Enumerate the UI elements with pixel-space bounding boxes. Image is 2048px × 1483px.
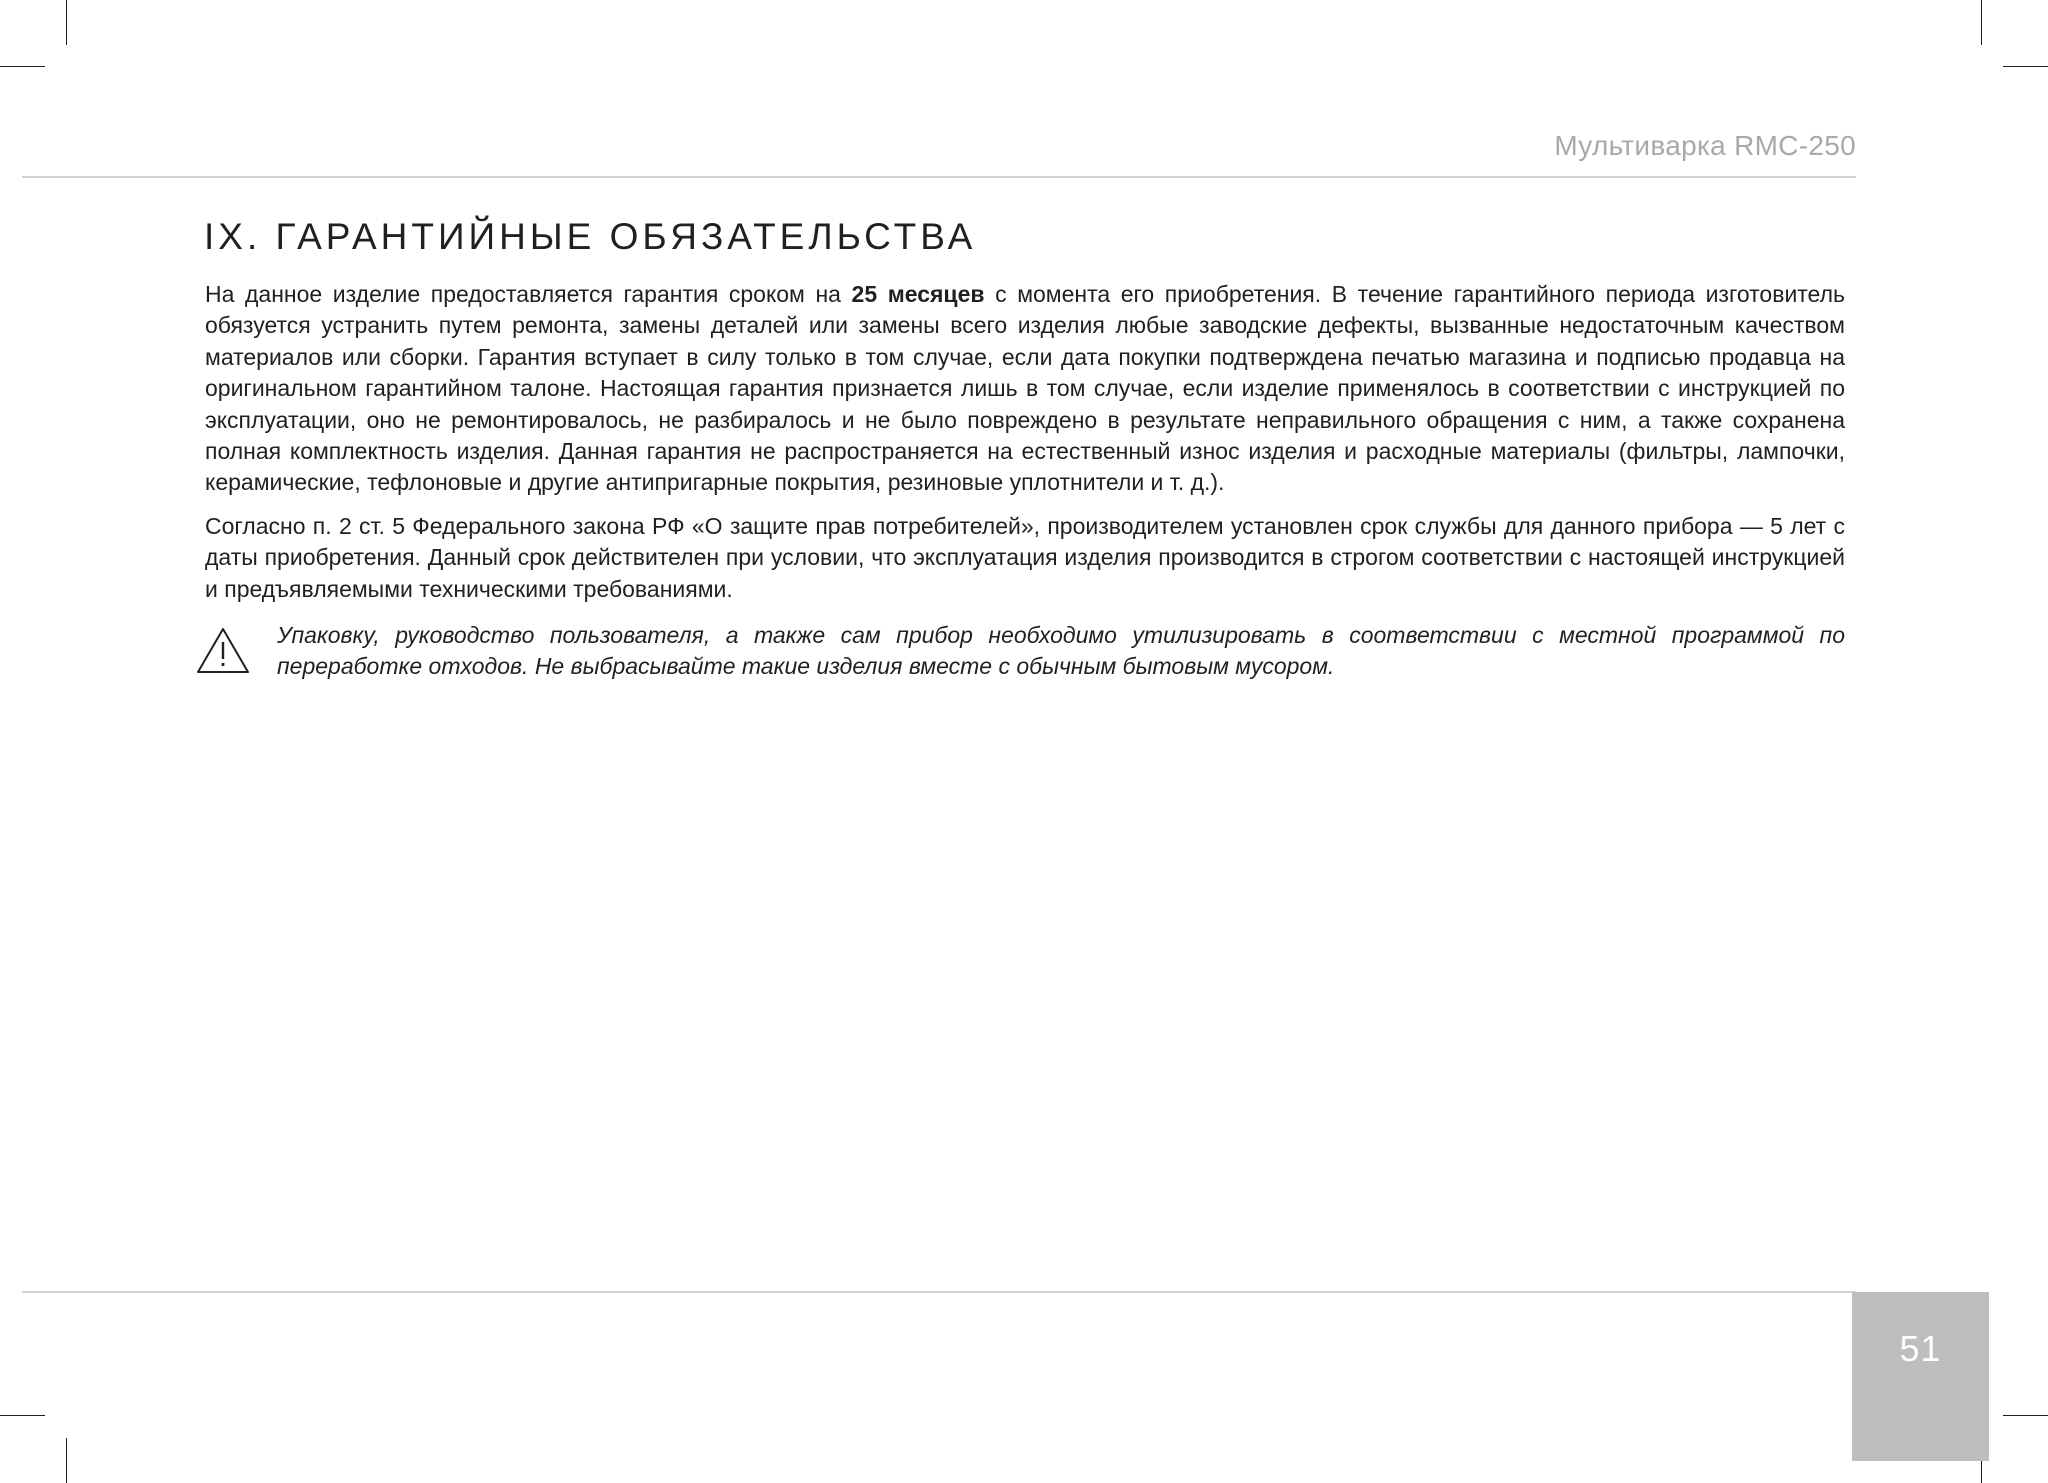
section-body <box>205 279 1845 617</box>
crop-mark-top-left-vertical <box>66 0 67 45</box>
header-rule <box>22 176 1856 178</box>
service-life-paragraph: Согласно п. 2 ст. 5 Федерального закона РФ «О защите прав потребителей», производителем установлен срок службы для данного прибора — 5 лет с даты приобретения. Данный срок действителен при условии, что эксплуатация изделия производится в строгом соответствии с настоящей инструкцией и предъявляемыми техническими требованиями. <box>205 512 1845 602</box>
footer-rule <box>22 1291 1856 1293</box>
disposal-warning <box>195 620 1845 683</box>
warranty-text-start: На данное изделие предоставляется гарантия сроком на <box>205 281 852 307</box>
warranty-text-end: с момента его приобретения. В течение гарантийного периода изготовитель обязуется устранить путем ремонта, замены деталей или замены всего изделия любые заводские дефекты, вызванные недостаточным качеством материалов или сборки. Гарантия вступает в силу только в том случае, если дата покупки подтверждена печатью магазина и подписью продавца на оригинальном гарантийном талоне. Настоящая гарантия признается лишь в том случае, если изделие применялось в соответствии с инструкцией по эксплуатации, оно не ремонтировалось, не разбиралось и не было повреждено в результате неправильного обращения с ним, а также сохранена полная комплектность изделия. Данная гарантия не распространяется на естественный износ изделия и расходные материалы (фильтры, лампочки, керамические, тефлоновые и другие антипригарные покрытия, резиновые уплотнители и т. д.). <box>205 281 1845 496</box>
running-header-title: Мультиварка RMC-250 <box>1554 130 1856 161</box>
disposal-warning-text: Упаковку, руководство пользователя, а также сам прибор необходимо утилизировать в соответствии с местной программой по переработке отходов. Не выбрасывайте такие изделия вместе с обычным бытовым мусором. <box>277 622 1845 680</box>
crop-mark-bottom-right-horizontal <box>2003 1415 2048 1416</box>
crop-mark-bottom-left-horizontal <box>0 1415 45 1416</box>
page-number: 51 <box>1899 1328 1942 1369</box>
crop-mark-top-left-horizontal <box>0 66 45 67</box>
crop-mark-bottom-left-vertical <box>66 1438 67 1483</box>
warranty-period: 25 месяцев <box>851 281 985 307</box>
page-number-box <box>1852 1292 1989 1461</box>
crop-mark-top-right-horizontal <box>2003 66 2048 67</box>
warranty-paragraph <box>205 279 1845 499</box>
warning-triangle-icon <box>195 626 251 676</box>
section-title: IX. ГАРАНТИЙНЫЕ ОБЯЗАТЕЛЬСТВА <box>204 216 977 257</box>
crop-mark-top-right-vertical <box>1981 0 1982 45</box>
